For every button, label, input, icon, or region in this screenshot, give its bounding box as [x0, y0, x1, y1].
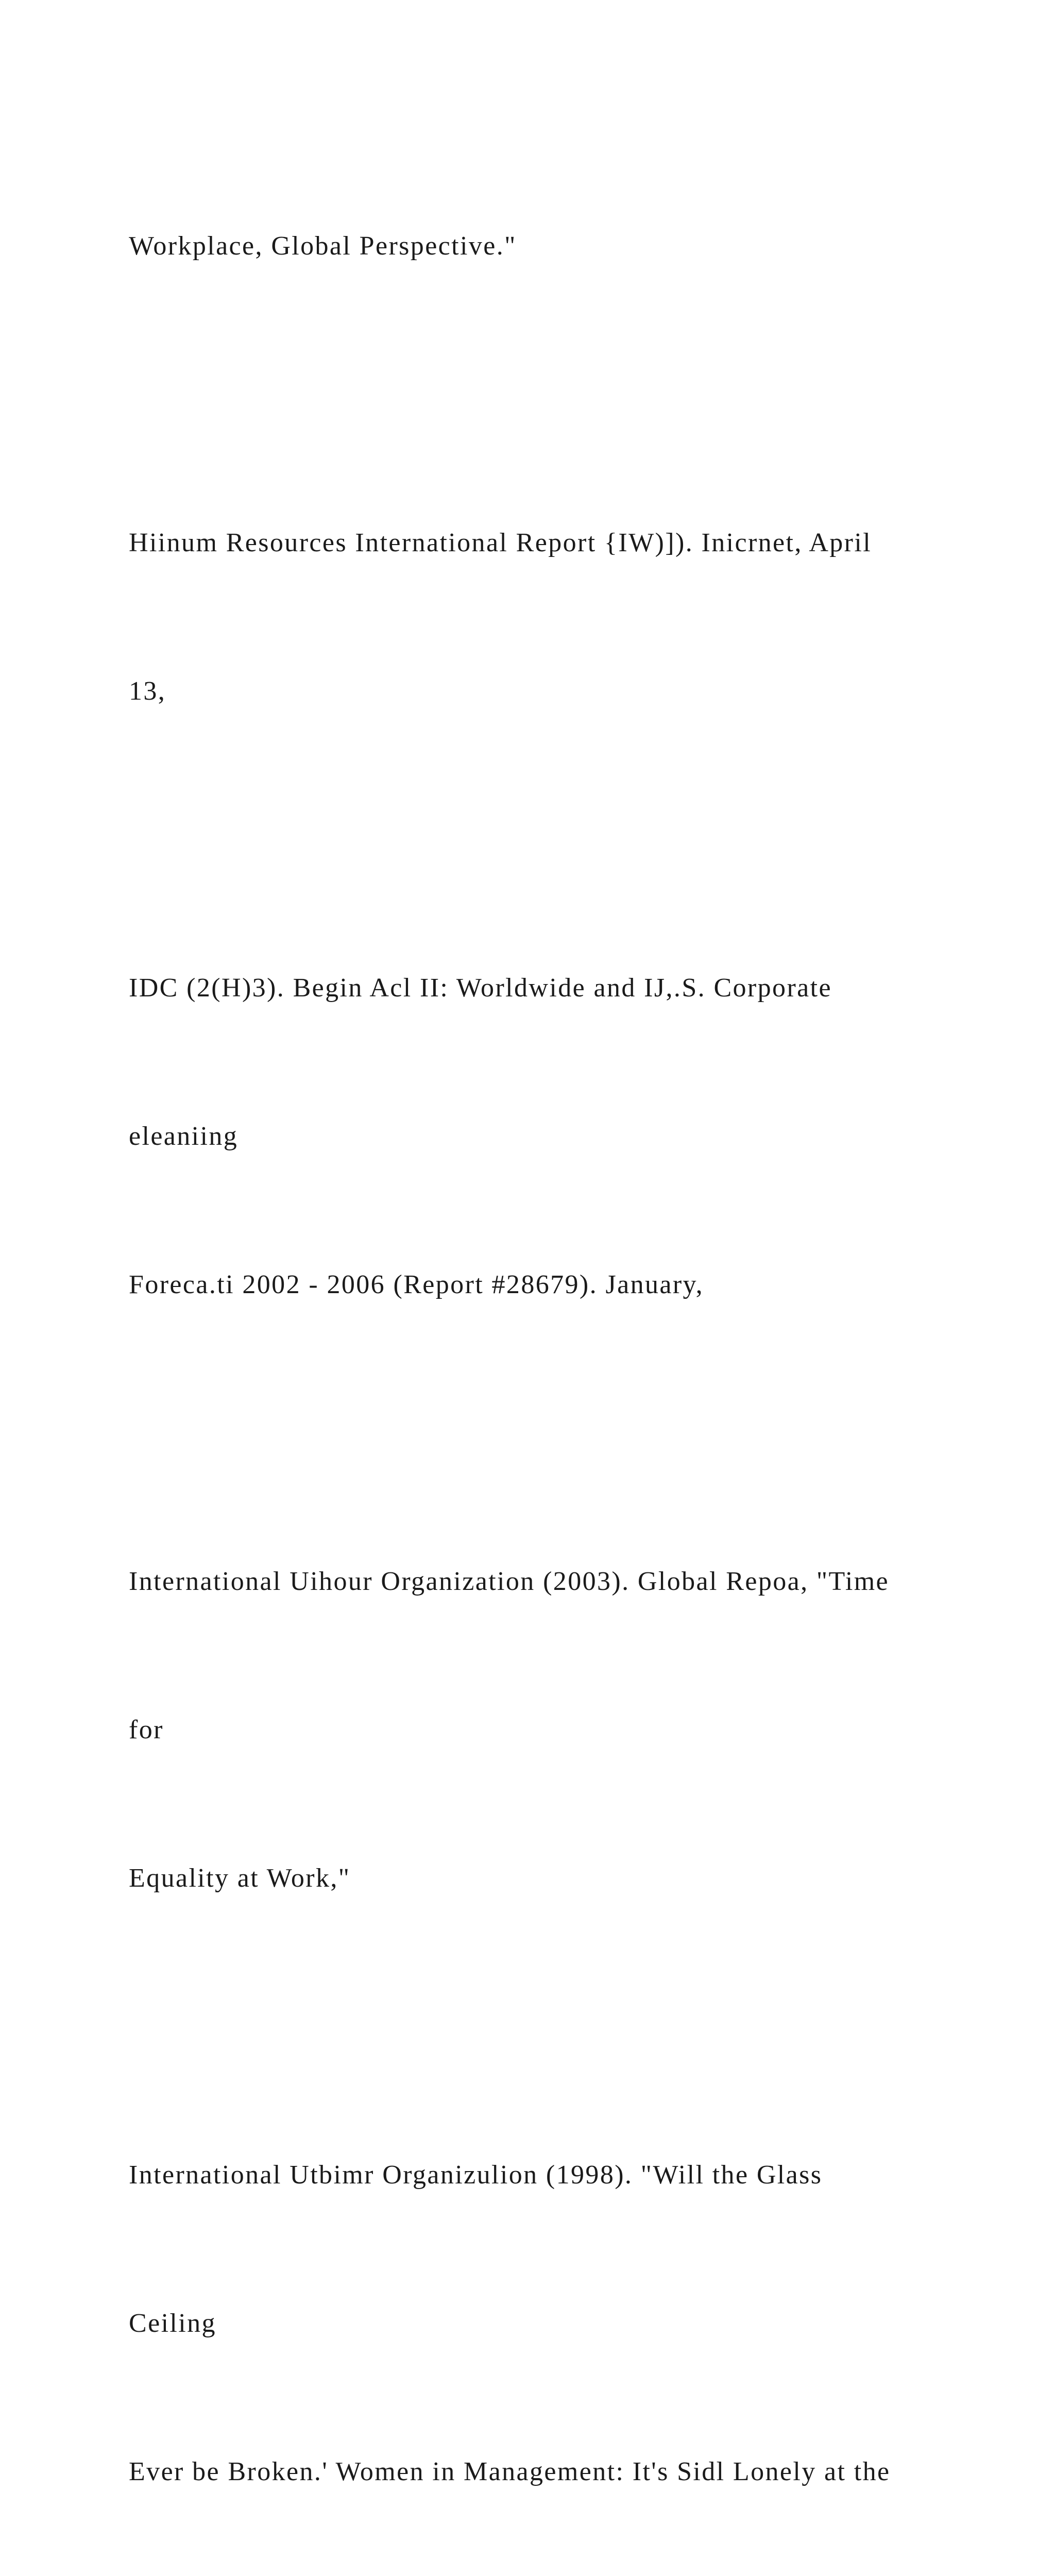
text-line: eleaniing — [129, 1122, 239, 1151]
blank-line — [129, 815, 1005, 865]
text-line: IDC (2(H)3). Begin Acl II: Worldwide and IJ,.S. Corporate — [129, 973, 832, 1003]
text-line: Foreca.ti 2002 - 2006 (Report #28679). January, — [129, 1270, 704, 1299]
blank-line — [129, 370, 1005, 419]
text-line: for — [129, 1715, 164, 1744]
text-line: International Uihour Organization (2003). Global Repoa, "Time — [129, 1567, 890, 1596]
references-text — [129, 123, 1005, 2576]
text-line: Workplace, Global Perspective." — [129, 231, 517, 261]
text-line: Hiinum Resources International Report {IW)]). Inicrnet, April — [129, 528, 872, 557]
blank-line — [129, 1409, 1005, 1458]
text-line: Ever be Broken.' Women in Management: It's Sidl Lonely at the — [129, 2457, 891, 2486]
blank-line — [129, 2002, 1005, 2052]
text-line: Ceiling — [129, 2309, 216, 2338]
text-line: 13, — [129, 676, 166, 706]
text-line: Equality at Work," — [129, 1863, 351, 1893]
text-line: International Utbimr Organizulion (1998). "Will the Glass — [129, 2160, 823, 2190]
